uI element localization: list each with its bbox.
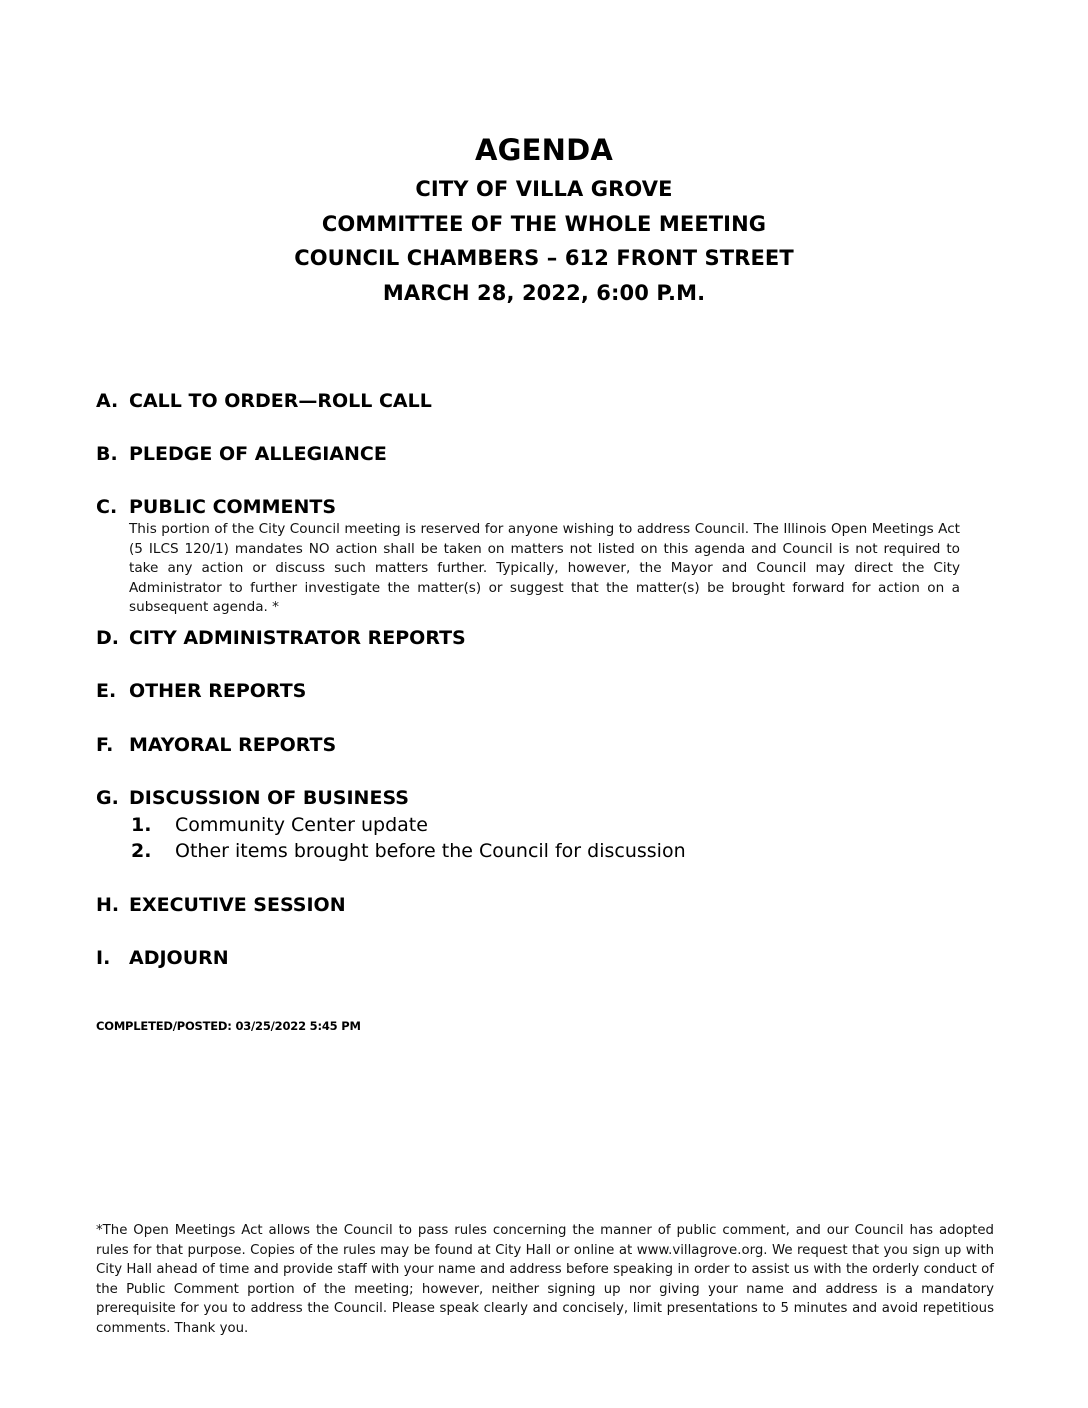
- section-heading: [96, 732, 996, 758]
- item-number: 2.: [131, 840, 152, 862]
- section-letter: D.: [96, 627, 119, 649]
- section-letter: G.: [96, 787, 119, 809]
- posted-timestamp: COMPLETED/POSTED: 03/25/2022 5:45 PM: [96, 1019, 361, 1033]
- section-title: CALL TO ORDER—ROLL CALL: [129, 390, 432, 412]
- section-letter: C.: [96, 496, 118, 518]
- agenda-section-h: [96, 892, 996, 918]
- page-title: AGENDA: [474, 133, 614, 167]
- section-title: EXECUTIVE SESSION: [129, 894, 346, 916]
- agenda-section-d: [96, 625, 996, 651]
- item-text: Other items brought before the Council for discussion: [175, 840, 686, 862]
- section-heading: [96, 678, 996, 704]
- section-letter: F.: [96, 734, 114, 756]
- section-heading: [96, 625, 996, 651]
- section-title: ADJOURN: [129, 947, 229, 969]
- section-heading: [96, 388, 996, 414]
- agenda-section-i: [96, 945, 996, 971]
- city-name: CITY OF VILLA GROVE: [415, 177, 673, 201]
- section-letter: A.: [96, 390, 119, 412]
- footnote: *The Open Meetings Act allows the Council to pass rules concerning the manner of public comment, and our Council has adopted rules for that purpose. Copies of the rules may be found at City Hall or online at www.villagrove.org. We request that you sign up with City Hall ahead of time and provide staff with your name and address before speaking in order to assist us with the orderly conduct of the Public Comment portion of the meeting; however, neither signing up nor giving your name and address is a mandatory prerequisite for you to address the Council. Please speak clearly and concisely, limit presentations to 5 minutes and avoid repetitious comments. Thank you.: [96, 1223, 994, 1336]
- discussion-items: [131, 812, 996, 864]
- meeting-name: COMMITTEE OF THE WHOLE MEETING: [321, 211, 767, 236]
- meeting-location: COUNCIL CHAMBERS – 612 FRONT STREET: [294, 246, 794, 270]
- section-title: PUBLIC COMMENTS: [129, 496, 337, 518]
- section-title: MAYORAL REPORTS: [129, 734, 337, 756]
- section-heading: [96, 945, 996, 971]
- section-letter: H.: [96, 894, 120, 916]
- section-letter: B.: [96, 443, 118, 465]
- agenda-section-b: [96, 441, 996, 467]
- agenda-section-e: [96, 678, 996, 704]
- item-number: 1.: [131, 814, 152, 836]
- public-comments-description: This portion of the City Council meeting is reserved for anyone wishing to address Council. The Illinois Open Meetings Act (5 ILCS 120/1) mandates NO action shall be taken on matters not listed on this agenda and Council is not required to take any action or discuss such matters further. Typically, however, the Mayor and Council may direct the City Administrator to further investigate the matter(s) or suggest that the matter(s) be brought forward for action on a subsequent agenda. *: [129, 521, 960, 615]
- item-text: Community Center update: [175, 814, 428, 836]
- list-item: [131, 812, 996, 838]
- section-letter: E.: [96, 680, 117, 702]
- meeting-date: MARCH 28, 2022, 6:00 P.M.: [382, 280, 706, 305]
- section-title: OTHER REPORTS: [129, 680, 307, 702]
- section-heading: [96, 494, 996, 520]
- section-heading: [96, 785, 996, 811]
- section-title: PLEDGE OF ALLEGIANCE: [129, 443, 387, 465]
- agenda-header: [0, 128, 1088, 310]
- list-item: [131, 838, 996, 864]
- agenda-section-g: [96, 785, 996, 864]
- agenda-section-f: [96, 732, 996, 758]
- agenda-section-a: [96, 388, 996, 414]
- agenda-section-c: [96, 494, 996, 618]
- section-title: CITY ADMINISTRATOR REPORTS: [129, 627, 466, 649]
- section-title: DISCUSSION OF BUSINESS: [129, 787, 409, 809]
- section-letter: I.: [96, 947, 111, 969]
- section-heading: [96, 892, 996, 918]
- section-heading: [96, 441, 996, 467]
